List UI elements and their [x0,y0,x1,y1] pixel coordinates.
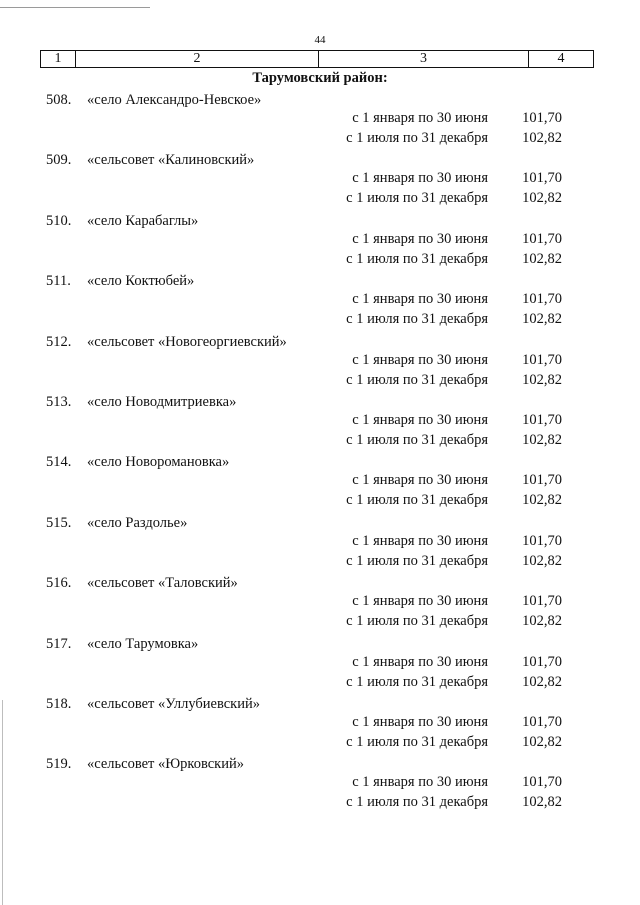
period-first-half: с 1 января по 30 июня [352,532,488,549]
table-row [0,271,640,331]
entry-number: 516. [46,575,72,592]
index-value-first-half: 101,70 [522,532,562,549]
period-second-half: с 1 июля по 31 декабря [346,130,488,146]
settlement-name: «село Александро-Невское» [87,92,262,108]
index-value-second-half: 102,82 [522,552,562,569]
period-first-half: с 1 января по 30 июня [352,774,488,791]
period-second-half: с 1 июля по 31 декабря [346,673,488,690]
entry-number: 519. [46,756,72,773]
table-row [0,573,640,633]
period-second-half: с 1 июля по 31 декабря [346,431,488,448]
index-value-second-half: 102,82 [522,431,562,448]
entry-number: 508. [46,92,72,108]
settlement-name: «село Раздолье» [87,514,188,531]
period-first-half: с 1 января по 30 июня [352,713,488,730]
index-value-first-half: 101,70 [522,170,562,187]
entry-number: 511. [46,273,71,290]
table-row [0,452,640,512]
index-value-second-half: 102,82 [522,733,562,750]
entry-number: 510. [46,212,72,229]
period-second-half: с 1 июля по 31 декабря [346,371,488,388]
settlement-name: «село Тарумовка» [87,635,199,652]
settlement-name: «сельсовет «Таловский» [87,575,238,592]
table-row [0,211,640,271]
column-header-2: 2 [75,51,318,67]
period-first-half: с 1 января по 30 июня [352,170,488,187]
settlement-name: «село Карабаглы» [87,212,199,229]
settlement-name: «сельсовет «Уллубиевский» [87,695,260,712]
table-row [0,634,640,694]
table-row [0,754,640,814]
district-heading: Тарумовский район: [252,70,388,86]
entry-number: 517. [46,635,72,652]
period-second-half: с 1 июля по 31 декабря [346,552,488,569]
index-value-first-half: 101,70 [522,351,562,368]
column-header-4: 4 [528,51,594,67]
index-value-second-half: 102,82 [522,130,562,146]
entries-list [0,90,640,815]
index-value-first-half: 101,70 [522,653,562,670]
index-value-second-half: 102,82 [522,250,562,267]
settlement-name: «село Новоромановка» [87,454,230,471]
period-second-half: с 1 июля по 31 декабря [346,794,488,811]
table-row [0,392,640,452]
period-first-half: с 1 января по 30 июня [352,593,488,610]
table-row [0,332,640,392]
period-second-half: с 1 июля по 31 декабря [346,190,488,207]
period-second-half: с 1 июля по 31 декабря [346,613,488,630]
period-second-half: с 1 июля по 31 декабря [346,733,488,750]
settlement-name: «сельсовет «Калиновский» [87,152,255,169]
settlement-name: «село Новодмитриевка» [87,393,237,410]
index-value-second-half: 102,82 [522,794,562,811]
index-value-first-half: 101,70 [522,593,562,610]
table-row [0,513,640,573]
table-header-row [40,50,594,68]
index-value-second-half: 102,82 [522,311,562,328]
period-second-half: с 1 июля по 31 декабря [346,250,488,267]
period-first-half: с 1 января по 30 июня [352,653,488,670]
table-row [0,150,640,210]
table-row [0,90,640,150]
period-first-half: с 1 января по 30 июня [352,411,488,428]
index-value-first-half: 101,70 [522,472,562,489]
period-first-half: с 1 января по 30 июня [352,291,488,308]
scan-edge-mark [0,7,150,8]
index-value-first-half: 101,70 [522,110,562,126]
index-value-first-half: 101,70 [522,291,562,308]
index-value-first-half: 101,70 [522,411,562,428]
column-header-3: 3 [318,51,528,67]
settlement-name: «сельсовет «Новогеоргиевский» [87,333,287,350]
period-first-half: с 1 января по 30 июня [352,230,488,247]
settlement-name: «село Коктюбей» [87,273,195,290]
period-first-half: с 1 января по 30 июня [352,472,488,489]
table-row [0,694,640,754]
settlement-name: «сельсовет «Юрковский» [87,756,244,773]
index-value-first-half: 101,70 [522,774,562,791]
entry-number: 513. [46,393,72,410]
index-value-first-half: 101,70 [522,230,562,247]
entry-number: 514. [46,454,72,471]
period-first-half: с 1 января по 30 июня [352,351,488,368]
entry-number: 518. [46,695,72,712]
page-number: 44 [314,34,326,46]
period-first-half: с 1 января по 30 июня [352,110,488,126]
index-value-second-half: 102,82 [522,190,562,207]
entry-number: 509. [46,152,72,169]
column-header-1: 1 [40,51,75,67]
period-second-half: с 1 июля по 31 декабря [346,311,488,328]
index-value-second-half: 102,82 [522,492,562,509]
index-value-first-half: 101,70 [522,713,562,730]
index-value-second-half: 102,82 [522,673,562,690]
index-value-second-half: 102,82 [522,371,562,388]
period-second-half: с 1 июля по 31 декабря [346,492,488,509]
index-value-second-half: 102,82 [522,613,562,630]
entry-number: 515. [46,514,72,531]
entry-number: 512. [46,333,72,350]
